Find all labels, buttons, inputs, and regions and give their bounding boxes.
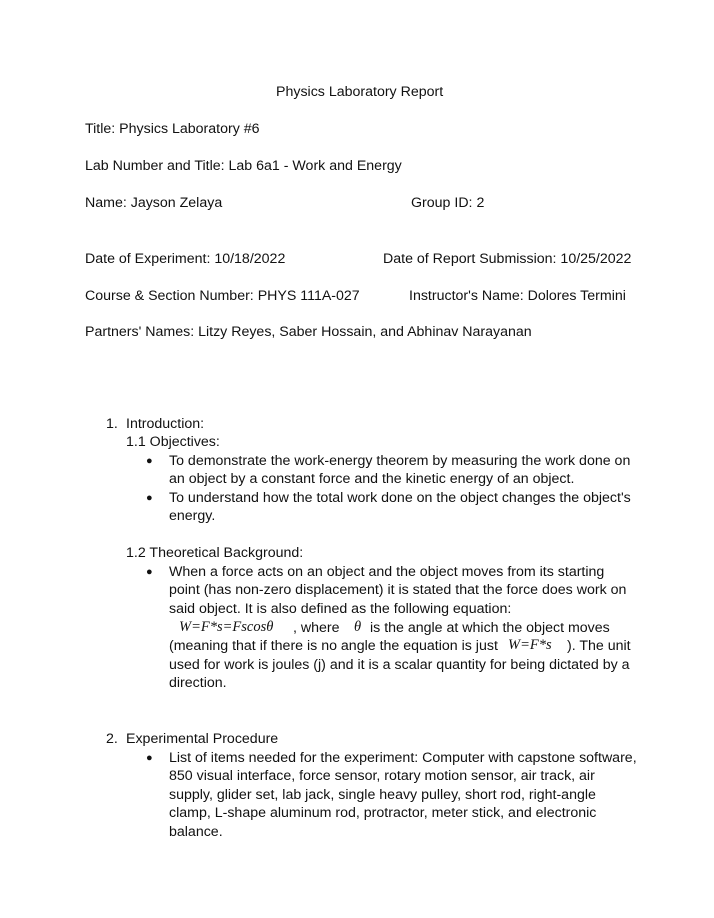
objective-2-line-1: To understand how the total work done on the object changes the object's (169, 490, 631, 506)
unit-text: ). The unit (567, 638, 631, 654)
group-line: Group ID: 2 (411, 195, 485, 211)
background-line-1: When a force acts on an object and the object moves from its starting (169, 564, 605, 580)
section-1-number: 1. (106, 416, 118, 432)
bullet-icon: ● (146, 492, 153, 504)
objective-1-line-1: To demonstrate the work-energy theorem by measuring the work done on (169, 453, 631, 469)
background-heading: 1.2 Theoretical Background: (126, 545, 304, 561)
work-equation: W=F*s=Fscosθ (179, 619, 274, 635)
section-2-heading: Experimental Procedure (126, 731, 279, 747)
items-line-5: balance. (169, 824, 223, 840)
date-experiment: Date of Experiment: 10/18/2022 (85, 251, 286, 267)
section-1-heading: Introduction: (126, 416, 205, 432)
title-line: Title: Physics Laboratory #6 (85, 121, 260, 137)
items-line-4: clamp, L-shape aluminum rod, protractor, meter stick, and electronic (169, 805, 597, 821)
instructor-line: Instructor's Name: Dolores Termini (409, 288, 626, 304)
background-line-3: said object. It is also defined as the following equation: (169, 601, 512, 617)
course-line: Course & Section Number: PHYS 111A-027 (85, 288, 360, 304)
background-line-2: point (has non-zero displacement) it is stated that the force does work on (169, 582, 627, 598)
report-title: Physics Laboratory Report (276, 84, 444, 100)
items-line-2: 850 visual interface, force sensor, rotary motion sensor, air track, air (169, 768, 595, 784)
meaning-text: (meaning that if there is no angle the equation is just (169, 638, 498, 654)
items-line-3: supply, glider set, lab jack, single heavy pulley, short rod, right-angle (169, 787, 596, 803)
objectives-heading: 1.1 Objectives: (126, 434, 220, 450)
name-line: Name: Jayson Zelaya (85, 195, 223, 211)
objective-1-line-2: an object by a constant force and the kinetic energy of an object. (169, 471, 575, 487)
background-tail-1: used for work is joules (j) and it is a scalar quantity for being dictated by a (169, 657, 630, 673)
bullet-icon: ● (146, 455, 153, 467)
objective-2-line-2: energy. (169, 508, 216, 524)
background-tail-2: direction. (169, 675, 227, 691)
theta-symbol: θ (354, 619, 362, 635)
date-submission: Date of Report Submission: 10/25/2022 (383, 251, 632, 267)
lab-line: Lab Number and Title: Lab 6a1 - Work and Energy (85, 158, 402, 174)
angle-description: is the angle at which the object moves (370, 620, 610, 636)
items-line-1: List of items needed for the experiment: Computer with capstone software, (169, 750, 637, 766)
partners-line: Partners' Names: Litzy Reyes, Saber Hossain, and Abhinav Narayanan (85, 324, 532, 340)
where-text: , where (293, 620, 340, 636)
bullet-icon: ● (146, 566, 153, 578)
simple-work-equation: W=F*s (508, 637, 552, 653)
bullet-icon: ● (146, 752, 153, 764)
section-2-number: 2. (106, 731, 118, 747)
